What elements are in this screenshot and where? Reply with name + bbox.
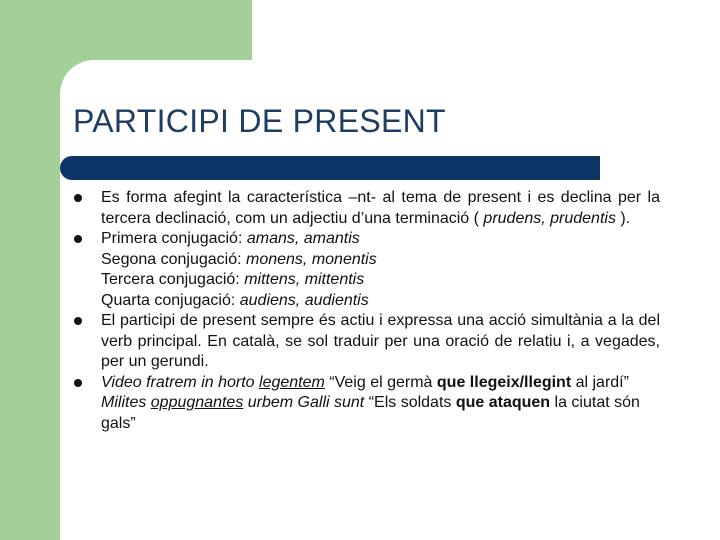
translation-text: la ciutat són gals” xyxy=(101,394,640,432)
conjugation-label: Segona conjugació: xyxy=(101,250,246,268)
conjugation-line xyxy=(101,291,660,312)
bullet-text: Es forma afegint la característica –nt- al tema de present i es declina per la tercera declinació, com un adjectiu d’una terminació ( xyxy=(101,189,660,227)
translation-text: “Veig el germà xyxy=(324,373,437,391)
translation-highlight: que ataquen xyxy=(455,394,551,411)
translation-highlight: que llegeix/llegint xyxy=(436,373,572,391)
conjugation-label: Quarta conjugació: xyxy=(101,291,240,309)
conjugation-example: monens, monentis xyxy=(246,250,377,268)
translation-text: “Els soldats xyxy=(364,394,456,411)
conjugation-example: amans, amantis xyxy=(246,230,360,247)
conjugation-label: Tercera conjugació: xyxy=(101,271,245,288)
conjugation-line xyxy=(101,250,660,271)
bullet-formation xyxy=(74,188,660,229)
slide-title: PARTICIPI DE PRESENT xyxy=(73,103,446,139)
latin-sentence: Milites xyxy=(101,394,151,411)
bullet-text: El participi de present sempre és actiu i expressa una acció simultània a la del verb principal. En català, se sol traduir per una oració de relatiu i, a vegades, per un gerundi. xyxy=(101,312,660,370)
bullet-conjugations xyxy=(74,229,660,311)
latin-participle: legentem xyxy=(259,373,325,391)
conjugation-label: Primera conjugació: xyxy=(101,230,247,247)
bullet-examples xyxy=(74,373,660,435)
bullet-text-end: ). xyxy=(615,209,631,227)
conjugation-example: mittens, mittentis xyxy=(244,271,365,288)
title-underline-bar xyxy=(60,156,600,180)
bullet-meaning xyxy=(74,311,660,373)
example-sentence xyxy=(101,373,660,394)
conjugation-example: audiens, audientis xyxy=(239,291,369,309)
conjugation-line xyxy=(101,270,660,291)
latin-sentence: Video fratrem in horto xyxy=(101,373,260,391)
latin-participle: oppugnantes xyxy=(150,394,244,411)
latin-sentence: urbem Galli sunt xyxy=(243,394,365,411)
translation-text: al jardí” xyxy=(571,373,629,391)
conjugation-line xyxy=(101,229,660,250)
bullet-list xyxy=(74,188,660,434)
example-word: prudens, prudentis xyxy=(483,209,616,227)
example-sentence xyxy=(101,393,660,434)
